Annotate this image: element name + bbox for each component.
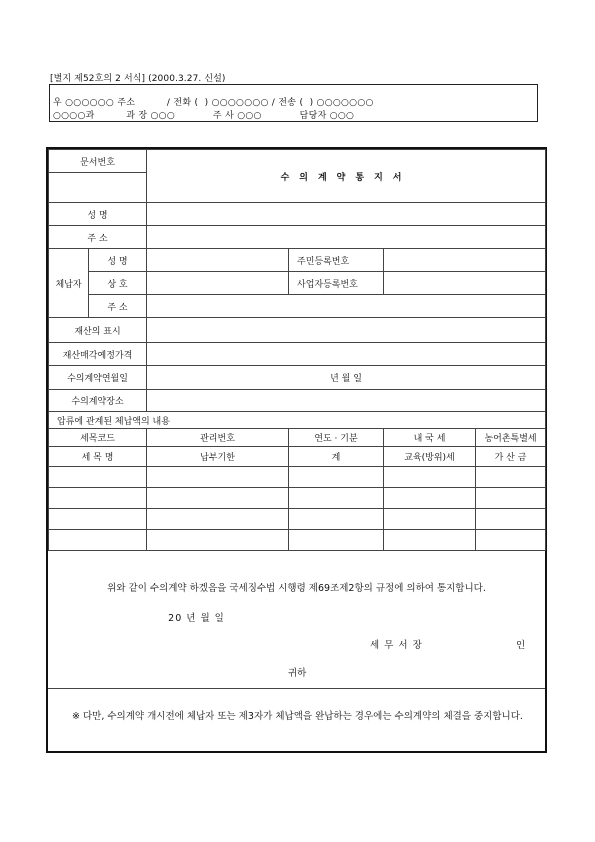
arrears-header-1-col-5: 농어촌특별세: [476, 429, 546, 447]
taxpayer-address-label: 주 소: [89, 295, 147, 318]
trade-name-label: 상 호: [89, 272, 147, 295]
table-row: [49, 530, 546, 551]
table-row: [49, 467, 546, 488]
price-label: 재산매각예정가격: [49, 343, 147, 366]
price-field[interactable]: [147, 343, 546, 366]
resident-number-field[interactable]: [384, 249, 546, 272]
arrears-header-2-col-2: 납부기한: [147, 447, 289, 467]
seal-mark: 인: [516, 640, 526, 651]
arrears-header-2-col-3: 계: [289, 447, 384, 467]
doc-number-label: 문서번호: [49, 150, 147, 173]
address-field[interactable]: [147, 226, 546, 249]
arrears-header-2-col-1: 세 목 명: [49, 447, 147, 467]
doc-number-value[interactable]: [49, 173, 147, 203]
table-row: [49, 488, 546, 509]
taxpayer-name-field[interactable]: [147, 249, 289, 272]
trade-name-field[interactable]: [147, 272, 289, 295]
contract-date-label: 수의계약연월일: [49, 366, 147, 390]
arrears-header-1-col-4: 내 국 세: [384, 429, 476, 447]
name-label: 성 명: [49, 203, 147, 226]
resident-number-label: 주민등록번호: [289, 249, 384, 272]
arrears-header-1-col-3: 연도 · 기분: [289, 429, 384, 447]
arrears-header-2-col-4: 교육(방위)세: [384, 447, 476, 467]
property-field[interactable]: [147, 318, 546, 343]
taxpayer-name-label: 성 명: [89, 249, 147, 272]
footer-divider: [48, 688, 545, 689]
footnote: ※ 다만, 수의계약 개시전에 체납자 또는 제3자가 체납액을 완납하는 경우에는 수의계약의 체결을 중지합니다.: [72, 711, 523, 722]
arrears-header-1-col-1: 세목코드: [49, 429, 147, 447]
arrears-section-title: 압류에 관계된 체납액의 내용: [49, 412, 546, 429]
address-box: [49, 84, 538, 122]
arrears-header-1-col-2: 관리번호: [147, 429, 289, 447]
notice-form: [46, 147, 547, 753]
notice-date: 20 년 월 일: [168, 613, 225, 624]
table-row: [49, 509, 546, 530]
contract-place-field[interactable]: [147, 390, 546, 412]
form-title: 수의계약통지서: [147, 150, 546, 203]
contract-place-label: 수의계약장소: [49, 390, 147, 412]
address-line-1: 우 ○○○○○○ 주소 / 전화 ( ) ○○○○○○○ / 전송 ( ) ○○○○○○○: [53, 98, 374, 108]
recipient-label: 귀하: [288, 668, 307, 679]
address-line-2: ○○○○과 과 장 ○○○ 주 사 ○○○ 담당자 ○○○: [53, 111, 355, 121]
business-number-field[interactable]: [384, 272, 546, 295]
taxpayer-address-field[interactable]: [147, 295, 546, 318]
property-label: 재산의 표시: [49, 318, 147, 343]
tax-office-head: 세 무 서 장: [370, 640, 423, 651]
form-table: [48, 149, 546, 551]
address-label: 주 소: [49, 226, 147, 249]
arrears-header-2-col-5: 가 산 금: [476, 447, 546, 467]
business-number-label: 사업자등록번호: [289, 272, 384, 295]
taxpayer-label: 체납자: [49, 249, 89, 318]
form-reference: [별지 제52호의 2 서식] (2000.3.27. 신설): [50, 74, 226, 84]
name-field[interactable]: [147, 203, 546, 226]
contract-date-field[interactable]: 년 월 일: [147, 366, 546, 390]
notice-text: 위와 같이 수의계약 하겠음을 국세징수법 시행령 제69조제2항의 규정에 의하여 통지합니다.: [107, 583, 486, 594]
